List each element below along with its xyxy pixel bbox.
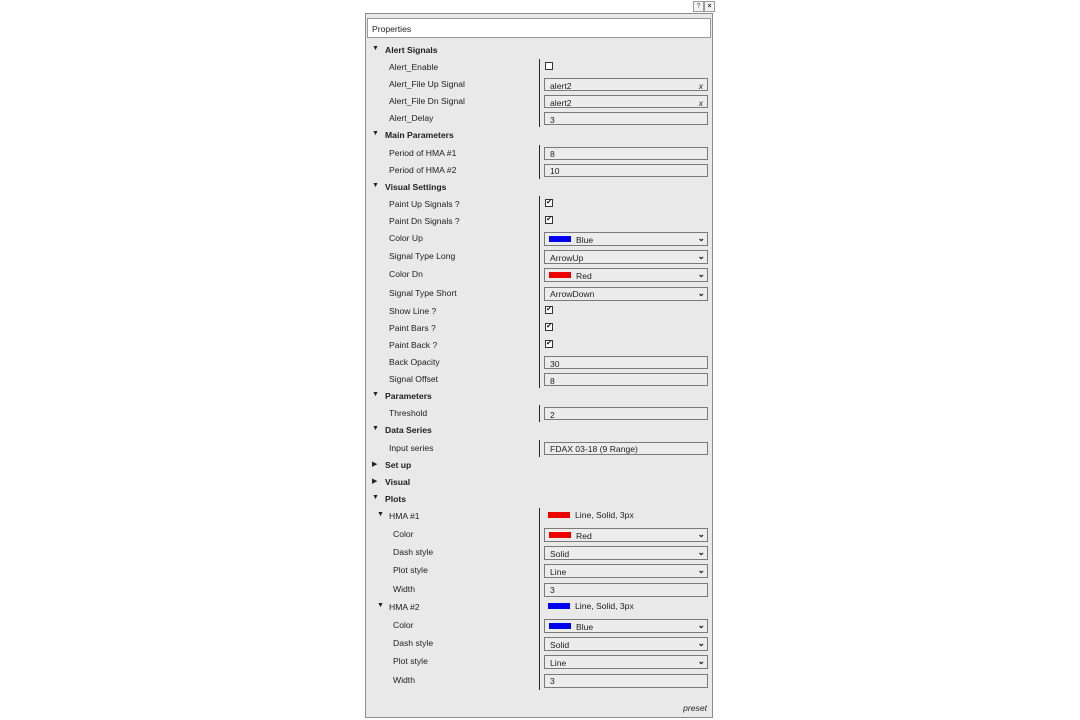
prop-color-up xyxy=(366,230,712,248)
property-grid xyxy=(366,42,712,690)
column-divider[interactable] xyxy=(539,266,540,284)
alert-file-up-input[interactable] xyxy=(544,78,708,91)
prop-label: Dash style xyxy=(393,547,434,558)
category-visual[interactable] xyxy=(366,474,712,491)
field-value: 3 xyxy=(550,114,555,125)
field-value: Solid xyxy=(550,548,570,559)
prop-label: Color Dn xyxy=(389,269,423,280)
plot-summary-text: Line, Solid, 3px xyxy=(575,510,634,521)
alert-file-dn-input[interactable] xyxy=(544,95,708,108)
period-hma2-input[interactable] xyxy=(544,164,708,177)
category-alert-signals[interactable] xyxy=(366,42,712,59)
hma2-dash-dropdown[interactable] xyxy=(544,637,708,651)
prop-alert-delay xyxy=(366,110,712,127)
plot-name: HMA #1 xyxy=(389,510,420,521)
column-divider[interactable] xyxy=(539,337,540,354)
prop-label: Paint Up Signals ? xyxy=(389,198,460,209)
field-value: 3 xyxy=(550,676,555,687)
column-divider[interactable] xyxy=(539,440,540,457)
prop-show-line xyxy=(366,303,712,320)
column-divider[interactable] xyxy=(539,303,540,320)
chevron-down-icon[interactable]: ⌄ xyxy=(697,529,705,540)
hma1-color-dropdown[interactable] xyxy=(544,528,708,542)
column-divider[interactable] xyxy=(539,405,540,422)
color-swatch-blue xyxy=(549,236,571,242)
field-value: 2 xyxy=(550,409,555,420)
expand-down-icon[interactable]: ▼ xyxy=(377,601,384,609)
column-divider[interactable] xyxy=(539,354,540,371)
column-divider[interactable] xyxy=(539,617,540,635)
field-value: Line xyxy=(550,566,567,577)
expand-right-icon[interactable]: ▶ xyxy=(372,477,378,485)
prop-label: Width xyxy=(393,583,415,594)
prop-label: Back Opacity xyxy=(389,357,440,368)
field-value: Line xyxy=(550,657,567,668)
show-line-checkbox[interactable]: ✔ xyxy=(546,305,552,313)
column-divider[interactable] xyxy=(539,562,540,580)
hma1-dash-dropdown[interactable] xyxy=(544,546,708,560)
properties-window xyxy=(365,13,713,718)
prop-label: Show Line ? xyxy=(389,305,437,316)
prop-label: Alert_Enable xyxy=(389,62,439,73)
prop-label: Alert_File Up Signal xyxy=(389,79,465,90)
color-swatch-blue xyxy=(548,603,570,609)
expand-right-icon[interactable]: ▶ xyxy=(372,460,378,468)
prop-label: Paint Back ? xyxy=(389,339,438,350)
prop-alert-file-up xyxy=(366,76,712,93)
prop-signal-type-long xyxy=(366,248,712,266)
prop-label: Signal Type Short xyxy=(389,287,457,298)
column-divider[interactable] xyxy=(539,145,540,162)
prop-hma2-color xyxy=(366,617,712,635)
field-value: 8 xyxy=(550,149,555,160)
column-divider[interactable] xyxy=(539,285,540,303)
prop-label: Period of HMA #1 xyxy=(389,147,457,158)
properties-header xyxy=(367,18,711,38)
chevron-down-icon[interactable]: ⌄ xyxy=(697,565,705,576)
column-divider[interactable] xyxy=(539,110,540,127)
clear-icon[interactable]: x xyxy=(698,97,703,108)
alert-delay-input[interactable] xyxy=(544,112,708,125)
column-divider[interactable] xyxy=(539,672,540,690)
prop-label: Alert_File Dn Signal xyxy=(389,96,465,107)
column-divider[interactable] xyxy=(539,59,540,76)
field-value: Red xyxy=(576,530,592,541)
prop-paint-back xyxy=(366,337,712,354)
field-value: ArrowDown xyxy=(550,289,595,300)
category-label: Alert Signals xyxy=(385,45,438,55)
expand-down-icon[interactable]: ▼ xyxy=(372,130,379,138)
category-label: Parameters xyxy=(385,391,432,402)
paint-up-checkbox[interactable]: ✔ xyxy=(546,198,552,206)
prop-label: Input series xyxy=(389,442,434,453)
prop-hma1-color xyxy=(366,526,712,544)
field-value: alert2 xyxy=(550,80,572,91)
expand-down-icon[interactable]: ▼ xyxy=(372,493,379,501)
paint-dn-checkbox[interactable]: ✔ xyxy=(546,215,552,223)
color-swatch-blue xyxy=(549,623,571,629)
preset-link[interactable]: preset xyxy=(683,703,707,713)
threshold-input[interactable] xyxy=(544,407,708,420)
prop-label: Threshold xyxy=(389,408,428,419)
prop-signal-type-short xyxy=(366,285,712,303)
field-value: Red xyxy=(576,270,592,281)
prop-paint-bars xyxy=(366,320,712,337)
field-value: Solid xyxy=(550,639,570,650)
prop-label: Dash style xyxy=(393,638,434,649)
prop-signal-offset xyxy=(366,371,712,388)
prop-hma1-dash-style xyxy=(366,544,712,562)
hma2-color-dropdown[interactable] xyxy=(544,619,708,633)
close-button[interactable]: × xyxy=(704,1,715,12)
chevron-down-icon[interactable]: ⌄ xyxy=(697,547,705,558)
category-label: Visual Settings xyxy=(385,181,447,192)
expand-down-icon[interactable]: ▼ xyxy=(372,181,379,189)
signal-type-short-dropdown[interactable] xyxy=(544,287,708,301)
prop-label: Period of HMA #2 xyxy=(389,164,457,175)
expand-down-icon[interactable]: ▼ xyxy=(377,510,384,518)
prop-hma1-plot-style xyxy=(366,562,712,580)
category-parameters[interactable] xyxy=(366,388,712,405)
expand-down-icon[interactable]: ▼ xyxy=(372,391,379,399)
prop-alert-enable xyxy=(366,59,712,76)
column-divider[interactable] xyxy=(539,508,540,526)
prop-input-series xyxy=(366,440,712,457)
column-divider[interactable] xyxy=(539,230,540,248)
column-divider[interactable] xyxy=(539,653,540,671)
column-divider[interactable] xyxy=(539,544,540,562)
period-hma1-input[interactable] xyxy=(544,147,708,160)
paint-bars-checkbox[interactable]: ✔ xyxy=(546,322,552,330)
prop-label: Color xyxy=(393,620,414,631)
hma1-plot-dropdown[interactable] xyxy=(544,564,708,578)
signal-type-long-dropdown[interactable] xyxy=(544,250,708,264)
prop-color-dn xyxy=(366,266,712,284)
chevron-down-icon[interactable]: ⌄ xyxy=(697,233,705,244)
field-value: 3 xyxy=(550,585,555,596)
prop-hma2-width xyxy=(366,672,712,690)
prop-label: Alert_Delay xyxy=(389,113,434,124)
field-value: ArrowUp xyxy=(550,252,584,263)
column-divider[interactable] xyxy=(539,196,540,213)
prop-threshold xyxy=(366,405,712,422)
field-value: Blue xyxy=(576,621,594,632)
prop-period-hma2 xyxy=(366,162,712,179)
prop-label: Width xyxy=(393,674,415,685)
category-plots[interactable] xyxy=(366,491,712,508)
category-label: Visual xyxy=(385,476,411,487)
field-value: 10 xyxy=(550,166,560,177)
field-value: 8 xyxy=(550,375,555,386)
back-opacity-input[interactable] xyxy=(544,356,708,369)
column-divider[interactable] xyxy=(539,635,540,653)
prop-alert-file-dn xyxy=(366,93,712,110)
category-label: Main Parameters xyxy=(385,130,454,141)
prop-label: Color xyxy=(393,529,414,540)
chevron-down-icon[interactable]: ⌄ xyxy=(697,656,705,667)
hma2-width-input[interactable] xyxy=(544,674,708,688)
prop-label: Color Up xyxy=(389,233,423,244)
column-divider[interactable] xyxy=(539,599,540,617)
prop-hma1-width xyxy=(366,581,712,599)
category-label: Plots xyxy=(385,493,407,504)
category-data-series[interactable] xyxy=(366,422,712,439)
hma1-width-input[interactable] xyxy=(544,583,708,597)
category-label: Data Series xyxy=(385,425,432,436)
color-swatch-red xyxy=(548,512,570,518)
column-divider[interactable] xyxy=(539,162,540,179)
prop-hma2-plot-style xyxy=(366,653,712,671)
plot-name: HMA #2 xyxy=(389,601,420,612)
chevron-down-icon[interactable]: ⌄ xyxy=(697,251,705,262)
chevron-down-icon[interactable]: ⌄ xyxy=(697,638,705,649)
prop-paint-up-signals xyxy=(366,196,712,213)
clear-icon[interactable]: x xyxy=(698,80,703,91)
category-main-parameters[interactable] xyxy=(366,127,712,144)
column-divider[interactable] xyxy=(539,213,540,230)
column-divider[interactable] xyxy=(539,581,540,599)
category-setup[interactable] xyxy=(366,457,712,474)
prop-label: Signal Offset xyxy=(389,374,439,385)
hma2-plot-dropdown[interactable] xyxy=(544,655,708,669)
prop-back-opacity xyxy=(366,354,712,371)
color-dn-dropdown[interactable] xyxy=(544,268,708,282)
prop-label: Plot style xyxy=(393,565,428,576)
column-divider[interactable] xyxy=(539,248,540,266)
prop-period-hma1 xyxy=(366,145,712,162)
prop-hma2-dash-style xyxy=(366,635,712,653)
color-up-dropdown[interactable] xyxy=(544,232,708,246)
help-button[interactable]: ? xyxy=(693,1,704,12)
category-label: Set up xyxy=(385,459,412,470)
field-value: 30 xyxy=(550,358,560,369)
expand-down-icon[interactable]: ▼ xyxy=(372,425,379,433)
color-swatch-red xyxy=(549,272,571,278)
input-series-field[interactable] xyxy=(544,442,708,455)
column-divider[interactable] xyxy=(539,76,540,93)
prop-label: Signal Type Long xyxy=(389,251,456,262)
signal-offset-input[interactable] xyxy=(544,373,708,386)
field-value: Blue xyxy=(576,234,594,245)
field-value: alert2 xyxy=(550,97,572,108)
prop-label: Plot style xyxy=(393,656,428,667)
properties-title: Properties xyxy=(372,24,412,34)
prop-label: Paint Bars ? xyxy=(389,322,436,333)
prop-label: Paint Dn Signals ? xyxy=(389,215,460,226)
alert-enable-checkbox[interactable] xyxy=(545,62,553,70)
plot-summary-text: Line, Solid, 3px xyxy=(575,601,634,612)
plot-hma1[interactable] xyxy=(366,508,712,526)
paint-back-checkbox[interactable]: ✔ xyxy=(546,339,552,347)
column-divider[interactable] xyxy=(539,371,540,388)
chevron-down-icon[interactable]: ⌄ xyxy=(697,269,705,280)
color-swatch-red xyxy=(549,532,571,538)
field-value: FDAX 03-18 (9 Range) xyxy=(550,444,638,455)
chevron-down-icon[interactable]: ⌄ xyxy=(697,620,705,631)
prop-paint-dn-signals xyxy=(366,213,712,230)
column-divider[interactable] xyxy=(539,93,540,110)
column-divider[interactable] xyxy=(539,320,540,337)
column-divider[interactable] xyxy=(539,526,540,544)
category-visual-settings[interactable] xyxy=(366,179,712,196)
expand-down-icon[interactable]: ▼ xyxy=(372,45,379,52)
plot-hma2[interactable] xyxy=(366,599,712,617)
chevron-down-icon[interactable]: ⌄ xyxy=(697,287,705,298)
